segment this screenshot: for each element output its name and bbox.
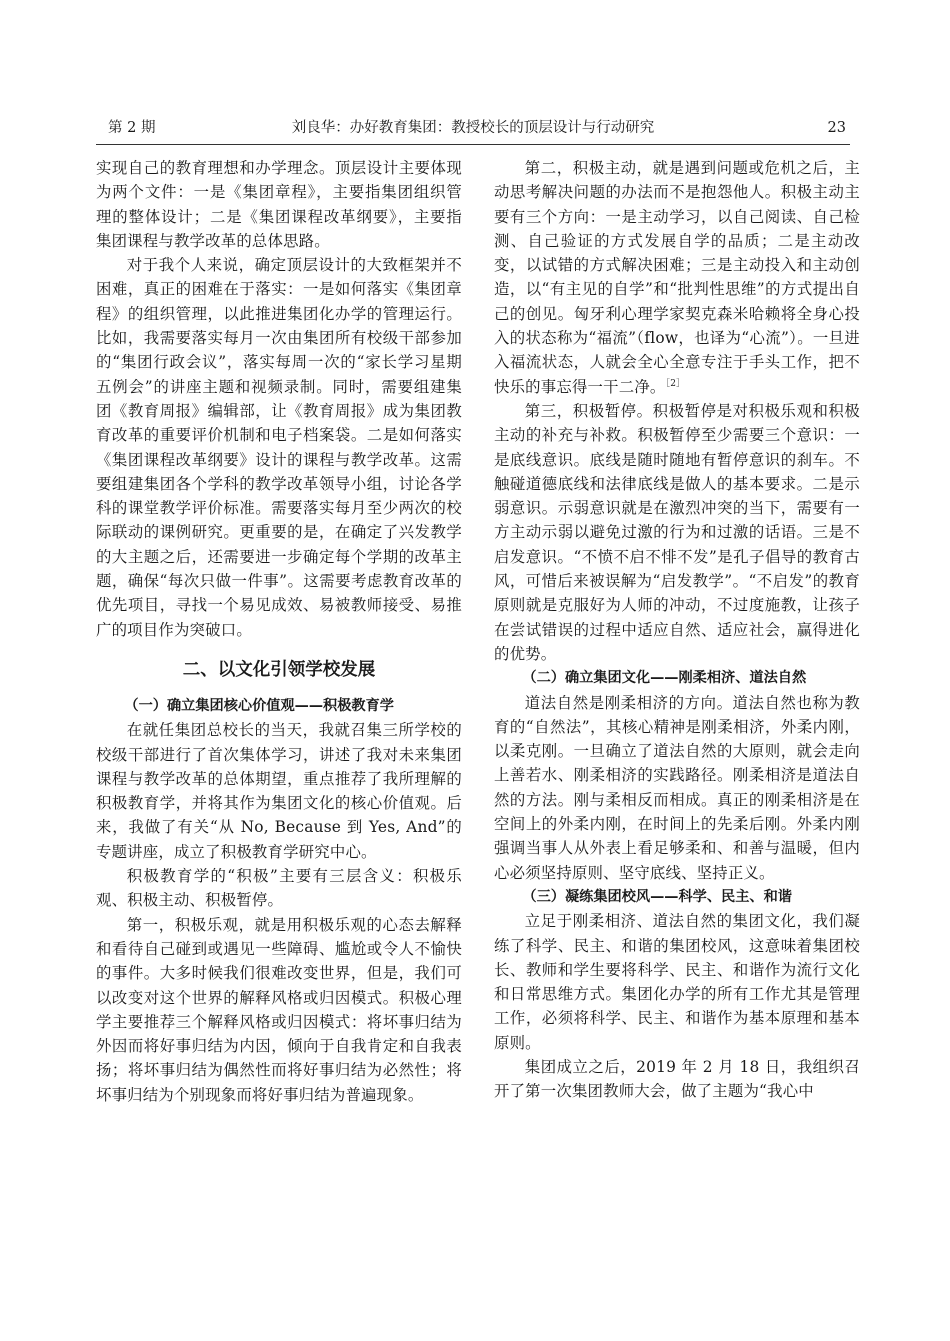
paragraph: 集团成立之后，2019 年 2 月 18 日，我组织召开了第一次集团教师大会，做了主题为“我心中 xyxy=(494,1057,860,1101)
running-title: 刘良华：办好教育集团：教授校长的顶层设计与行动研究 xyxy=(291,120,655,136)
right-column xyxy=(494,156,860,1104)
subsection-heading: （二）确立集团文化——刚柔相济、道法自然 xyxy=(522,670,807,687)
running-header xyxy=(96,118,850,138)
paragraph: 积极教育学的“积极”主要有三层含义：积极乐观、积极主动、积极暂停。 xyxy=(96,867,462,910)
paragraph: 实现自己的教育理想和办学理念。顶层设计主要体现为两个文件：一是《集团章程》，主要指集团组织管理的整体设计；二是《集团课程改革纲要》，主要指集团课程与教学改革的总体思路。 xyxy=(96,159,462,250)
subsection-heading: （一）确立集团核心价值观——积极教育学 xyxy=(124,697,394,714)
paragraph: 道法自然是刚柔相济的方向。道法自然也称为教育的“自然法”，其核心精神是刚柔相济，外柔内刚，以柔克刚。一旦确立了道法自然的大原则，就会走向上善若水、刚柔相济的实践路径。刚柔相济是道法自然的方法。刚与柔相反而相成。真正的刚柔相济是在空间上的外柔内刚，在时间上的先柔后刚。外柔内刚强调当事人从外表上看足够柔和、和善与温暖，但内心必须坚持原则、坚守底线、坚持正义。 xyxy=(494,693,860,882)
left-column xyxy=(96,156,462,1107)
section-heading: 二、以文化引领学校发展 xyxy=(182,659,376,680)
paragraph: 在就任集团总校长的当天，我就召集三所学校的校级干部进行了首次集体学习，讲述了我对未来集团课程与教学改革的总体期望，重点推荐了我所理解的积极教育学，并将其作为集团文化的核心价值观。后来，我做了有关“从 No, Because 到 Yes, And”的专题讲座，成立了积极教育学研究中心。 xyxy=(96,721,462,861)
page-number: 23 xyxy=(827,120,846,136)
subsection-heading: （三）凝练集团校风——科学、民主、和谐 xyxy=(522,888,792,905)
paragraph xyxy=(494,156,860,399)
issue-number: 第 2 期 xyxy=(108,120,156,136)
paragraph: 立足于刚柔相济、道法自然的集团文化，我们凝练了科学、民主、和谐的集团校风，这意味着集团校长、教师和学生要将科学、民主、和谐作为流行文化和日常思维方式。集团化办学的所有工作尤其是管理工作，必须将科学、民主、和谐作为基本原理和基本原则。 xyxy=(494,912,860,1052)
paragraph-text: 第二，积极主动，就是遇到问题或危机之后，主动思考解决问题的办法而不是抱怨他人。积极主动主要有三个方向：一是主动学习，以自己阅读、自己检测、自己验证的方式发展自学的品质；二是主动改变，以试错的方式解决困难；三是主动投入和主动创造，以“有主见的自学”和“批判性思维”的方式提出自己的创见。匈牙利心理学家契克森米哈赖将全身心投入的状态称为“福流”（flow，也译为“心流”）。一旦进入福流状态，人就会全心全意专注于手头工作，把不快乐的事忘得一干二净。 xyxy=(494,159,860,396)
paragraph: 第三，积极暂停。积极暂停是对积极乐观和积极主动的补充与补救。积极暂停至少需要三个意识：一是底线意识。底线是随时随地有暂停意识的刹车。不触碰道德底线和法律底线是做人的基本要求。二是示弱意识。示弱意识就是在激烈冲突的当下，需要有一方主动示弱以避免过激的行为和过激的话语。三是不启发意识。“不愤不启不悱不发”是孔子倡导的教育古风，可惜后来被误解为“启发教学”。“不启发”的教育原则就是克服好为人师的冲动，不过度施教，让孩子在尝试错误的过程中适应自然、适应社会，赢得进化的优势。 xyxy=(494,401,860,663)
paragraph: 对于我个人来说，确定顶层设计的大致框架并不困难，真正的困难在于落实：一是如何落实《集团章程》的组织管理，以此推进集团化办学的管理运行。比如，我需要落实每月一次由集团所有校级干部参加的“集团行政会议”，落实每周一次的“家长学习星期五例会”的讲座主题和视频录制。同时，需要组建集团《教育周报》编辑部，让《教育周报》成为集团教育改革的重要评价机制和电子档案袋。二是如何落实《集团课程改革纲要》设计的课程与教学改革。这需要组建集团各个学科的教学改革领导小组，讨论各学科的课堂教学评价标准。需要落实每月至少两次的校际联动的课例研究。更重要的是，在确定了兴发教学的大主题之后，还需要进一步确定每个学期的改革主题，确保“每次只做一件事”。这需要考虑教育改革的优先项目，寻找一个易见成效、易被教师接受、易推广的项目作为突破口。 xyxy=(96,256,462,639)
citation-marker: ［2］ xyxy=(665,378,686,389)
header-rule xyxy=(96,144,850,145)
paragraph: 第一，积极乐观，就是用积极乐观的心态去解释和看待自己碰到或遇见一些障碍、尴尬或令人不愉快的事件。大多时候我们很难改变世界，但是，我们可以改变对这个世界的解释风格或归因模式。积极心理学主要推荐三个解释风格或归因模式：将坏事归结为外因而将好事归结为内因，倾向于自我肯定和自我表扬；将坏事归结为偶然性而将好事归结为必然性；将坏事归结为个别现象而将好事归结为普遍现象。 xyxy=(96,915,462,1104)
